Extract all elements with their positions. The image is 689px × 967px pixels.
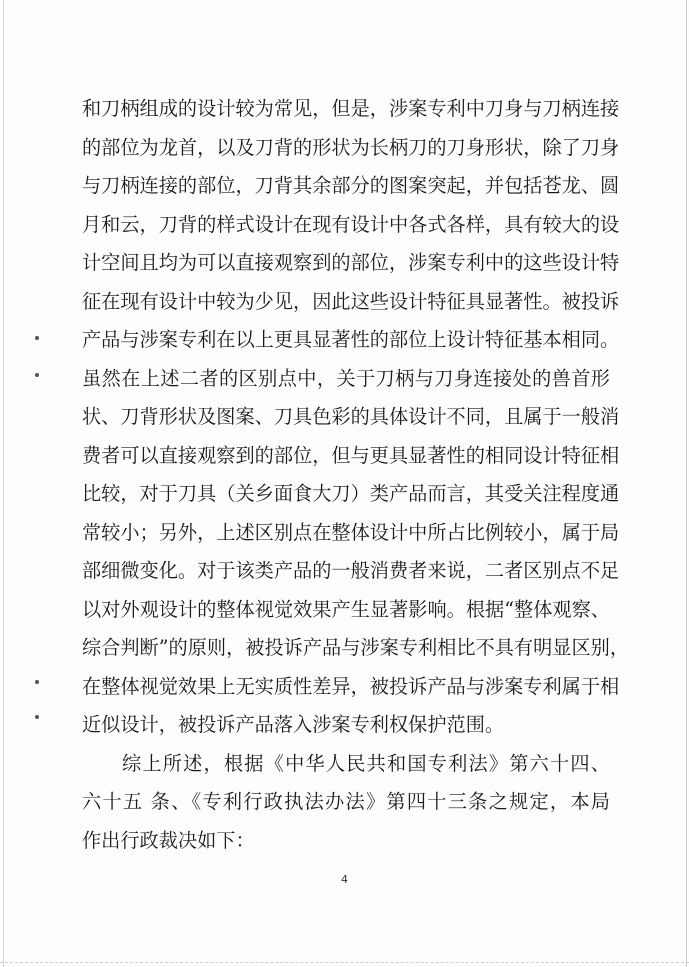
body-text-line: 计空间且均为可以直接观察到的部位，涉案专利中的这些设计特	[82, 251, 620, 274]
body-text-line: 月和云，刀背的样式设计在现有设计中各式各样，具有较大的设	[82, 212, 620, 236]
body-text-line: 综合判断”的原则，被投诉产品与涉案专利相比不具有明显区别，	[82, 636, 630, 659]
body-text-line: 以对外观设计的整体视觉效果产生显著影响。根据“整体观察、	[82, 597, 610, 621]
body-text-line: 的部位为龙首，以及刀背的形状为长柄刀的刀身形状，除了刀身	[82, 135, 620, 159]
body-text-line: 比较，对于刀具（关乡面食大刀）类产品而言，其受关注程度通	[82, 482, 620, 505]
body-text-line: 常较小；另外，上述区别点在整体设计中所占比例较小，属于局	[82, 520, 620, 544]
body-text-line: 部细微变化。对于该类产品的一般消费者来说，二者区别点不足	[82, 559, 620, 582]
body-text-line: 产品与涉案专利在以上更具显著性的部位上设计特征基本相同。	[82, 328, 620, 351]
scan-edge-left	[3, 0, 4, 967]
body-text-line: 近似设计，被投诉产品落入涉案专利权保护范围。	[82, 713, 505, 736]
scan-edge-right	[686, 0, 687, 967]
conclusion-text-line: 作出行政裁决如下：	[82, 828, 255, 852]
binding-hole-mark	[35, 336, 39, 340]
binding-hole-mark	[35, 715, 39, 719]
binding-hole-mark	[35, 680, 39, 684]
conclusion-text-line: 六十五 条、《专利行政执法办法》第四十三条之规定，本局	[82, 790, 610, 813]
page-number: 4	[341, 873, 348, 886]
body-text-line: 费者可以直接观察到的部位，但与更具显著性的相同设计特征相	[82, 443, 620, 467]
body-text-line: 虽然在上述二者的区别点中，关于刀柄与刀身连接处的兽首形	[82, 366, 610, 390]
scan-edge-bottom	[0, 962, 689, 963]
body-text-line: 和刀柄组成的设计较为常见，但是，涉案专利中刀身与刀柄连接	[82, 97, 620, 120]
binding-hole-mark	[35, 373, 39, 377]
body-text-line: 与刀柄连接的部位，刀背其余部分的图案突起，并包括苍龙、圆	[82, 174, 620, 197]
conclusion-text-line: 综上所述，根据《中华人民共和国专利法》第六十四、	[122, 751, 610, 775]
body-text-line: 状、刀背形状及图案、刀具色彩的具体设计不同，且属于一般消	[82, 405, 620, 428]
body-text-line: 征在现有设计中较为少见，因此这些设计特征具显著性。被投诉	[82, 289, 620, 313]
body-text-line: 在整体视觉效果上无实质性差异，被投诉产品与涉案专利属于相	[82, 674, 620, 698]
